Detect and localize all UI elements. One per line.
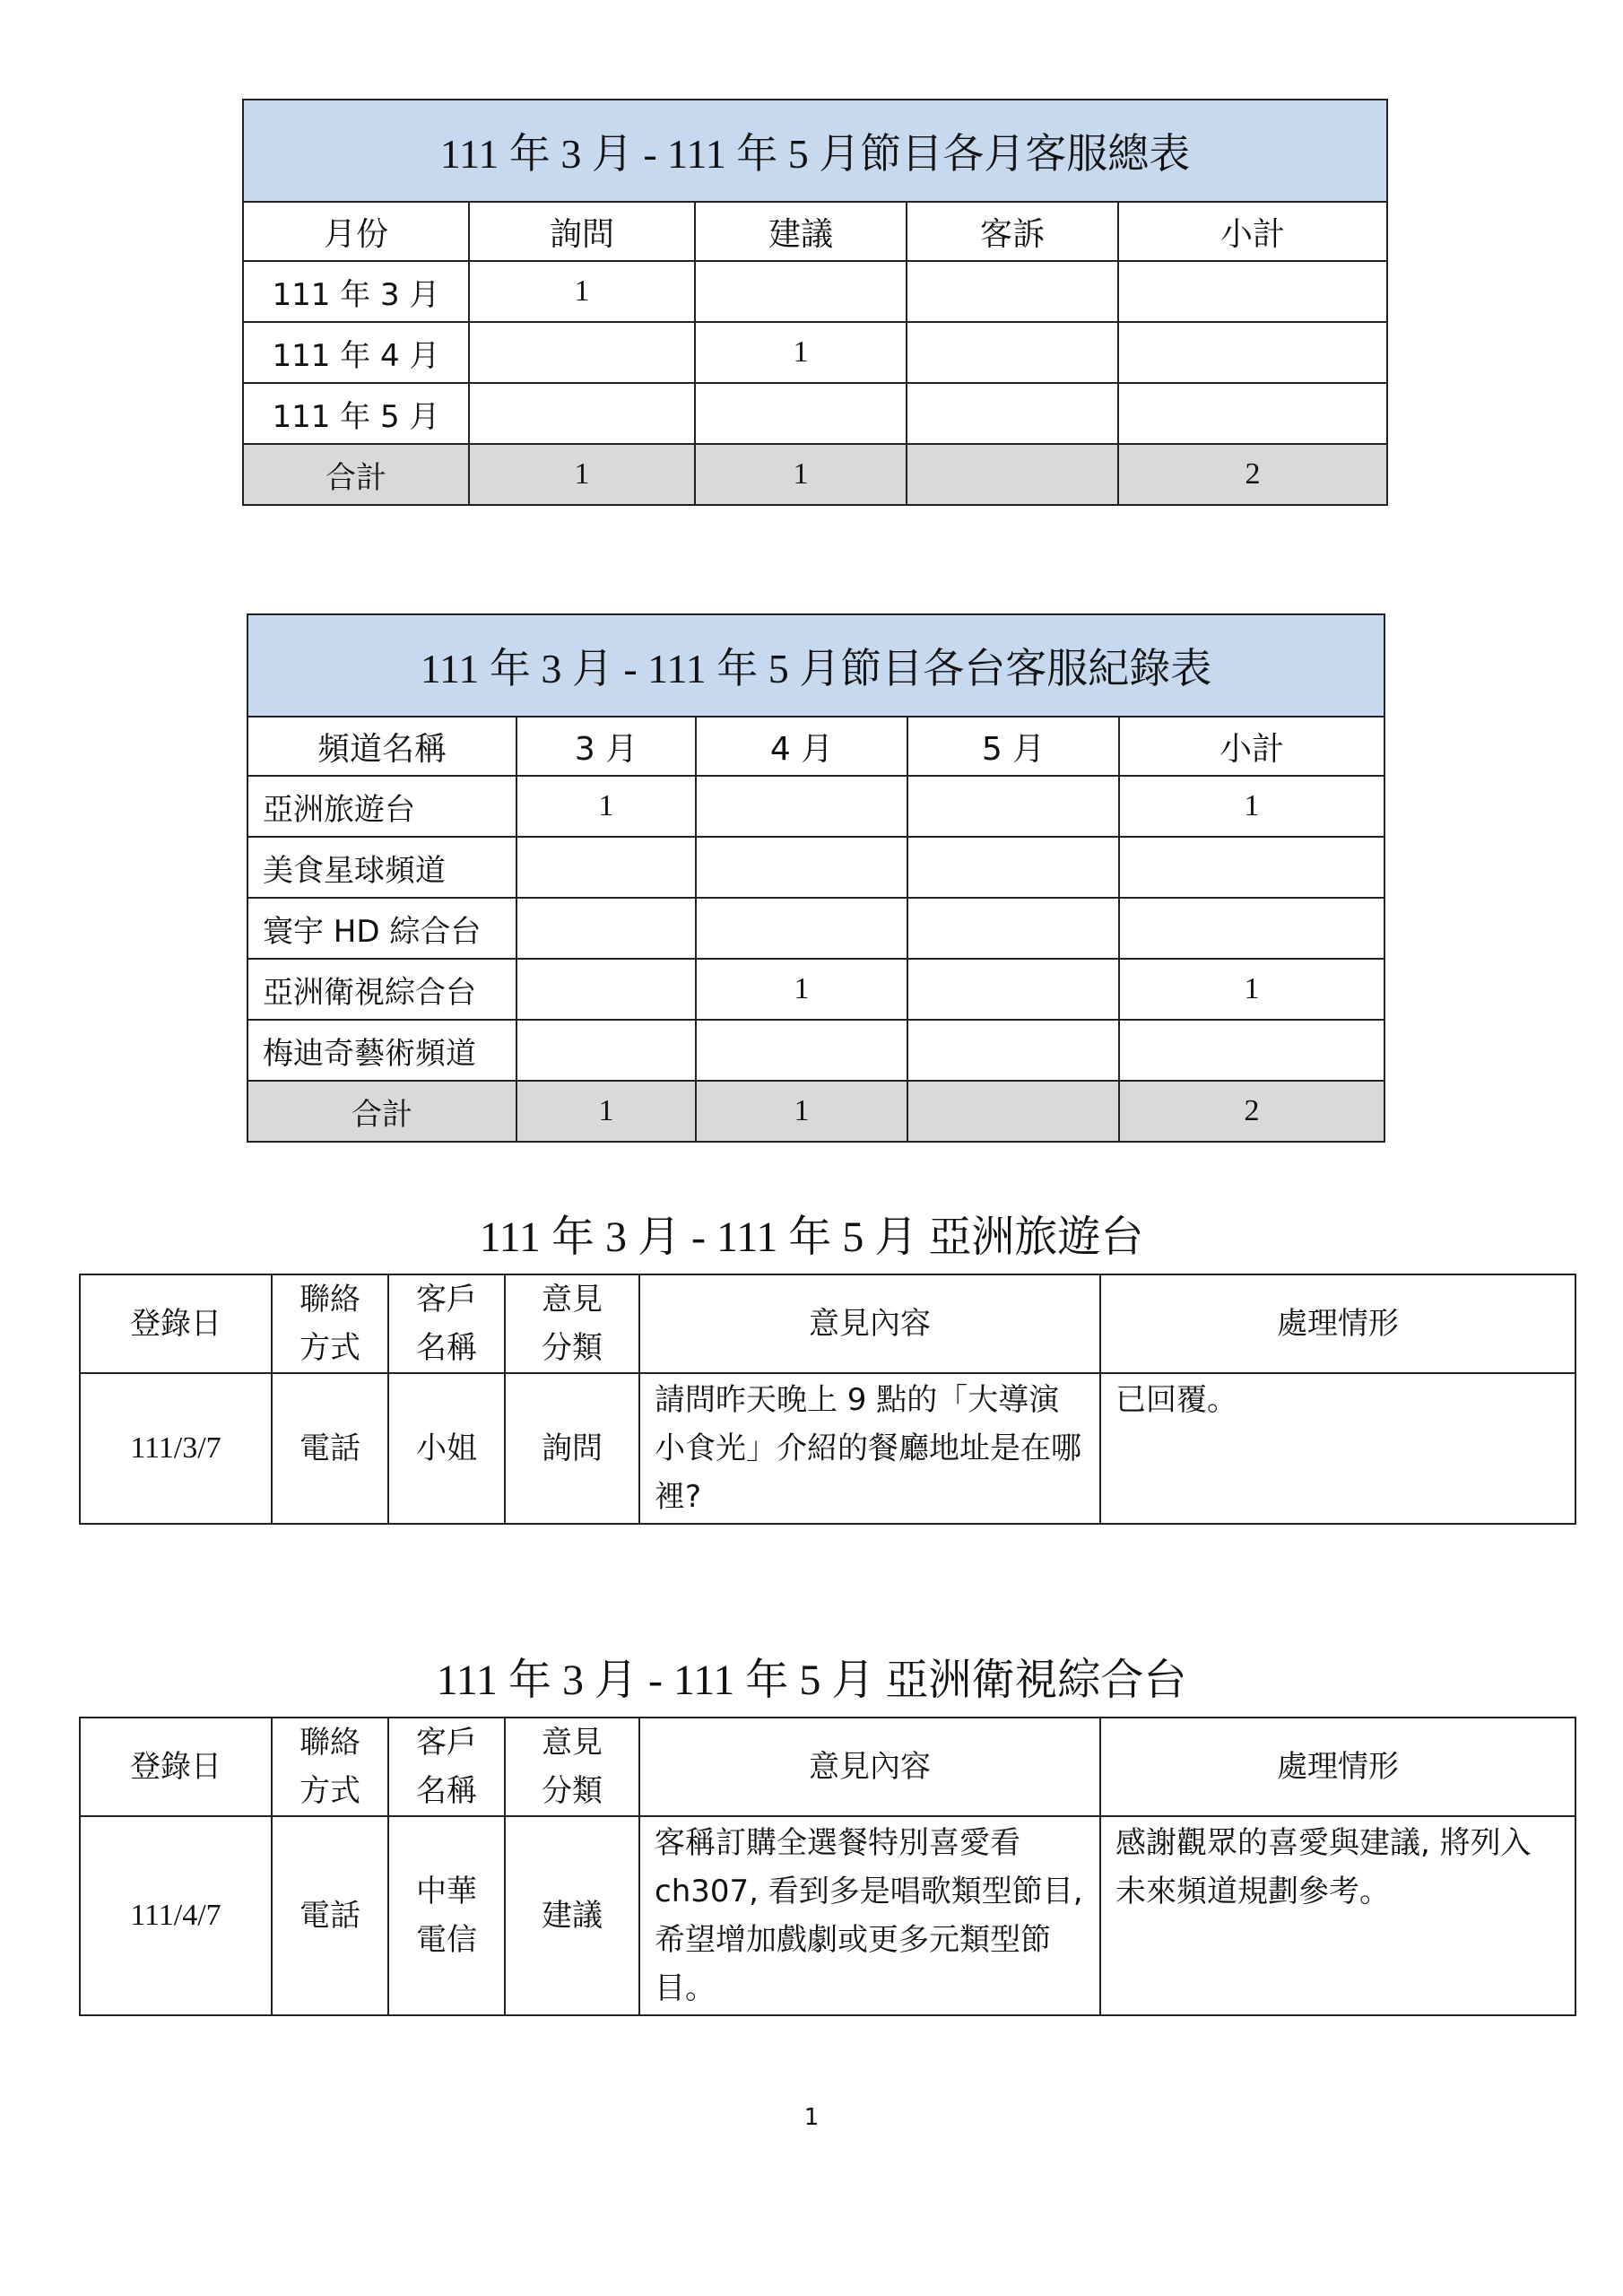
table-row bbox=[243, 383, 1387, 444]
total-row bbox=[243, 444, 1387, 505]
value-cell bbox=[516, 1020, 696, 1081]
section-title: 111 年 3 月 - 111 年 5 月 亞洲衛視綜合台 bbox=[436, 1657, 1187, 1704]
total-cell: 2 bbox=[1119, 1081, 1384, 1142]
value-cell bbox=[516, 837, 696, 898]
table-row bbox=[80, 1373, 1575, 1524]
header-cell: 月份 bbox=[243, 202, 469, 261]
total-row bbox=[247, 1081, 1384, 1142]
contact-cell: 電話 bbox=[272, 1373, 388, 1524]
handling-cell: 已回覆。 bbox=[1100, 1373, 1575, 1524]
handling-cell: 感謝觀眾的喜愛與建議, 將列入未來頻道規劃參考。 bbox=[1100, 1816, 1575, 2015]
detail-header-row bbox=[80, 1274, 1575, 1373]
channel-name-cell: 亞洲旅遊台 bbox=[247, 776, 516, 837]
value-cell bbox=[907, 1020, 1119, 1081]
customer-header: 客戶 名稱 bbox=[388, 1718, 505, 1816]
customer-header: 客戶 名稱 bbox=[388, 1274, 505, 1373]
channel-summary-title: 111 年 3 月 - 111 年 5 月節目各台客服紀錄表 bbox=[247, 614, 1384, 717]
detail-table bbox=[79, 1274, 1576, 1525]
value-cell bbox=[695, 383, 907, 444]
value-cell bbox=[907, 383, 1118, 444]
channel-summary-header bbox=[247, 717, 1384, 776]
value-cell bbox=[516, 959, 696, 1020]
value-cell bbox=[1118, 322, 1387, 383]
total-cell: 1 bbox=[516, 1081, 696, 1142]
channel-name-cell: 美食星球頻道 bbox=[247, 837, 516, 898]
value-cell: 1 bbox=[469, 261, 695, 322]
table-row bbox=[247, 1020, 1384, 1081]
page-number: 1 bbox=[803, 2104, 820, 2131]
date-header: 登錄日 bbox=[80, 1274, 272, 1373]
value-cell bbox=[907, 837, 1119, 898]
channel-name-cell: 寰宇 HD 綜合台 bbox=[247, 898, 516, 959]
value-cell bbox=[696, 776, 907, 837]
total-label: 合計 bbox=[243, 444, 469, 505]
value-cell bbox=[907, 261, 1118, 322]
month-cell: 111 年 3 月 bbox=[243, 261, 469, 322]
content-cell: 客稱訂購全選餐特別喜愛看 ch307, 看到多是唱歌類型節目, 希望增加戲劇或更多元類型節目。 bbox=[639, 1816, 1100, 2015]
monthly-summary-table bbox=[242, 99, 1388, 506]
total-cell bbox=[907, 444, 1118, 505]
date-header: 登錄日 bbox=[80, 1718, 272, 1816]
header-cell: 詢問 bbox=[469, 202, 695, 261]
table-row bbox=[247, 959, 1384, 1020]
month-cell: 111 年 5 月 bbox=[243, 383, 469, 444]
table-row bbox=[243, 261, 1387, 322]
value-cell bbox=[1118, 261, 1387, 322]
table-row bbox=[247, 898, 1384, 959]
value-cell bbox=[696, 837, 907, 898]
total-cell: 1 bbox=[695, 444, 907, 505]
value-cell bbox=[469, 383, 695, 444]
value-cell: 1 bbox=[1119, 776, 1384, 837]
value-cell bbox=[907, 959, 1119, 1020]
content-cell: 請問昨天晚上 9 點的「大導演小食光」介紹的餐廳地址是在哪裡? bbox=[639, 1373, 1100, 1524]
channel-name-cell: 亞洲衛視綜合台 bbox=[247, 959, 516, 1020]
date-cell: 111/3/7 bbox=[80, 1373, 272, 1524]
value-cell bbox=[695, 261, 907, 322]
header-cell: 小計 bbox=[1119, 717, 1384, 776]
channel-name-cell: 梅迪奇藝術頻道 bbox=[247, 1020, 516, 1081]
total-cell bbox=[907, 1081, 1119, 1142]
contact-header: 聯絡 方式 bbox=[272, 1718, 388, 1816]
category-cell: 建議 bbox=[505, 1816, 639, 2015]
header-cell: 頻道名稱 bbox=[247, 717, 516, 776]
total-cell: 1 bbox=[469, 444, 695, 505]
value-cell: 1 bbox=[695, 322, 907, 383]
header-cell: 客訴 bbox=[907, 202, 1118, 261]
header-cell: 3 月 bbox=[516, 717, 696, 776]
total-label: 合計 bbox=[247, 1081, 516, 1142]
customer-cell: 小姐 bbox=[388, 1373, 505, 1524]
category-cell: 詢問 bbox=[505, 1373, 639, 1524]
section-title: 111 年 3 月 - 111 年 5 月 亞洲旅遊台 bbox=[479, 1213, 1144, 1261]
monthly-summary-header bbox=[243, 202, 1387, 261]
contact-header: 聯絡 方式 bbox=[272, 1274, 388, 1373]
value-cell: 1 bbox=[516, 776, 696, 837]
content-header: 意見內容 bbox=[639, 1274, 1100, 1373]
value-cell bbox=[1119, 898, 1384, 959]
table-row bbox=[247, 837, 1384, 898]
value-cell bbox=[1119, 1020, 1384, 1081]
value-cell bbox=[696, 898, 907, 959]
content-header: 意見內容 bbox=[639, 1718, 1100, 1816]
value-cell: 1 bbox=[1119, 959, 1384, 1020]
value-cell bbox=[1119, 837, 1384, 898]
table-row bbox=[243, 322, 1387, 383]
header-cell: 4 月 bbox=[696, 717, 907, 776]
header-cell: 小計 bbox=[1118, 202, 1387, 261]
value-cell bbox=[907, 898, 1119, 959]
date-cell: 111/4/7 bbox=[80, 1816, 272, 2015]
detail-header-row bbox=[80, 1718, 1575, 1816]
monthly-summary-title: 111 年 3 月 - 111 年 5 月節目各月客服總表 bbox=[243, 100, 1387, 202]
category-header: 意見 分類 bbox=[505, 1274, 639, 1373]
category-header: 意見 分類 bbox=[505, 1718, 639, 1816]
customer-cell: 中華 電信 bbox=[388, 1816, 505, 2015]
contact-cell: 電話 bbox=[272, 1816, 388, 2015]
value-cell bbox=[516, 898, 696, 959]
handling-header: 處理情形 bbox=[1100, 1718, 1575, 1816]
value-cell bbox=[469, 322, 695, 383]
total-cell: 2 bbox=[1118, 444, 1387, 505]
value-cell: 1 bbox=[696, 959, 907, 1020]
header-cell: 5 月 bbox=[907, 717, 1119, 776]
header-cell: 建議 bbox=[695, 202, 907, 261]
value-cell bbox=[1118, 383, 1387, 444]
detail-table bbox=[79, 1717, 1576, 2016]
value-cell bbox=[696, 1020, 907, 1081]
table-row bbox=[247, 776, 1384, 837]
channel-summary-table bbox=[247, 613, 1385, 1143]
table-row bbox=[80, 1816, 1575, 2015]
value-cell bbox=[907, 322, 1118, 383]
value-cell bbox=[907, 776, 1119, 837]
total-cell: 1 bbox=[696, 1081, 907, 1142]
month-cell: 111 年 4 月 bbox=[243, 322, 469, 383]
handling-header: 處理情形 bbox=[1100, 1274, 1575, 1373]
